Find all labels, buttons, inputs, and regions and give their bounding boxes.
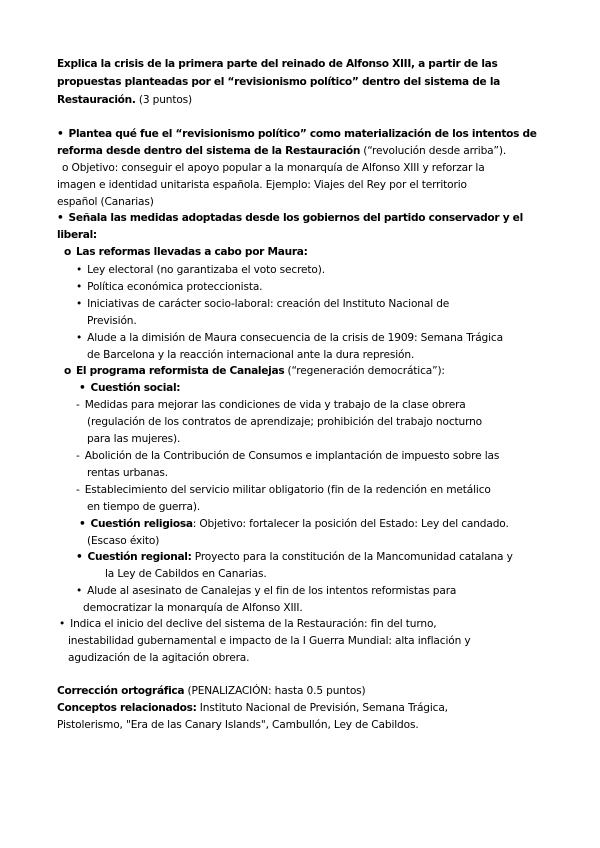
section-heading-text: Plantea qué fue el “revisionismo político” como materialización de los intentos de: [68, 128, 537, 140]
dash-item: [76, 397, 466, 414]
list-item-text: Ley electoral (no garantizaba el voto secreto).: [87, 264, 325, 276]
objective-line: imagen e identidad unitarista española. Ejemplo: Viajes del Rey por el territorio: [57, 179, 467, 191]
concepts-line: [57, 700, 448, 717]
question-bold-text: Restauración.: [57, 94, 136, 106]
bullet-icon: •: [76, 281, 83, 293]
topic-heading: [76, 549, 513, 566]
subsection-title-rest: (“regeneración democrática”):: [284, 365, 445, 377]
dash-item: [76, 482, 491, 499]
list-item-text: Alude a la dimisión de Maura consecuencia de la crisis de 1909: Semana Trágica: [87, 332, 503, 344]
concepts-line: Pistolerismo, "Era de las Canary Islands", Cambullón, Ley de Cabildos.: [57, 719, 419, 731]
correction-label: Corrección ortográfica: [57, 685, 185, 697]
bullet-icon: •: [76, 332, 83, 344]
dash-item-continuation: en tiempo de guerra).: [87, 501, 201, 513]
concepts-text: Instituto Nacional de Previsión, Semana Trágica,: [196, 702, 448, 714]
section-heading: [57, 143, 506, 160]
subsection-title: El programa reformista de Canalejas: [75, 365, 285, 377]
dash-item: [76, 448, 499, 465]
list-item: [76, 262, 325, 279]
topic-continuation: la Ley de Cabildos en Canarias.: [105, 568, 267, 580]
bullet-icon: •: [76, 264, 83, 276]
dash-item-continuation: rentas urbanas.: [87, 467, 169, 479]
circle-marker: o: [64, 246, 71, 258]
concepts-label: Conceptos relacionados:: [57, 702, 197, 714]
objective-line: [62, 160, 485, 177]
dash-item-text: Establecimiento del servicio militar obligatorio (fin de la redención en metálico: [84, 484, 491, 496]
topic-heading: [79, 516, 509, 533]
circle-marker: o: [62, 162, 69, 174]
dash-marker: -: [76, 484, 80, 496]
list-item: [76, 296, 449, 313]
section-heading: [57, 210, 523, 227]
section-heading-bold: reforma desde dentro del sistema de la Restauración: [57, 145, 361, 157]
bullet-icon: •: [76, 585, 83, 597]
section-heading-rest: (“revolución desde arriba”).: [360, 145, 507, 157]
dash-item-continuation: para las mujeres).: [87, 433, 181, 445]
question-line: propuestas planteadas por el “revisionismo político” dentro del sistema de la: [57, 76, 501, 88]
question-line: [57, 92, 192, 109]
list-item-text: Iniciativas de carácter socio-laboral: creación del Instituto Nacional de: [87, 298, 450, 310]
topic-heading: [79, 380, 180, 397]
list-item: [76, 583, 456, 600]
topic-title: Cuestión religiosa: [90, 518, 193, 530]
list-item: [76, 330, 503, 347]
section-heading-text: Señala las medidas adoptadas desde los gobiernos del partido conservador y el: [68, 212, 523, 224]
bullet-icon: •: [79, 518, 86, 530]
question-line: Explica la crisis de la primera parte del reinado de Alfonso XIII, a partir de las: [57, 58, 498, 70]
bullet-icon: •: [57, 212, 64, 224]
correction-text: (PENALIZACIÓN: hasta 0.5 puntos): [184, 685, 366, 697]
topic-text: Proyecto para la constitución de la Mancomunidad catalana y: [191, 551, 513, 563]
dash-marker: -: [76, 450, 80, 462]
list-item-text: Indica el inicio del declive del sistema de la Restauración: fin del turno,: [70, 618, 437, 630]
subsection-heading: [64, 363, 445, 380]
bullet-icon: •: [76, 298, 83, 310]
list-item-continuation: agudización de la agitación obrera.: [68, 652, 250, 664]
subsection-title: Las reformas llevadas a cabo por Maura:: [75, 246, 308, 258]
dash-item-text: Medidas para mejorar las condiciones de vida y trabajo de la clase obrera: [84, 399, 466, 411]
circle-marker: o: [64, 365, 71, 377]
subsection-heading: [64, 244, 308, 261]
topic-title: Cuestión regional:: [87, 551, 192, 563]
bullet-icon: •: [79, 382, 86, 394]
objective-line: español (Canarias): [57, 196, 154, 208]
list-item-continuation: inestabilidad gubernamental e impacto de la I Guerra Mundial: alta inflación y: [68, 635, 471, 647]
objective-text: Objetivo: conseguir el apoyo popular a la monarquía de Alfonso XIII y reforzar la: [68, 162, 485, 174]
bullet-icon: •: [57, 128, 64, 140]
section-heading: liberal:: [57, 229, 97, 241]
list-item: [59, 616, 437, 633]
correction-note: [57, 683, 366, 700]
list-item-continuation: democratizar la monarquía de Alfonso XIII.: [83, 602, 303, 614]
list-item-continuation: Previsión.: [87, 315, 137, 327]
bullet-icon: •: [76, 551, 83, 563]
dash-marker: -: [76, 399, 80, 411]
topic-continuation: (Escaso éxito): [87, 535, 160, 547]
section-heading: [57, 126, 537, 143]
dash-item-text: Abolición de la Contribución de Consumos e implantación de impuesto sobre las: [84, 450, 500, 462]
bullet-icon: •: [59, 618, 66, 630]
list-item-continuation: de Barcelona y la reacción internacional ante la dura represión.: [87, 349, 415, 361]
topic-title: Cuestión social:: [90, 382, 181, 394]
list-item: [76, 279, 262, 296]
dash-item-continuation: (regulación de los contratos de aprendizaje; prohibición del trabajo nocturno: [87, 416, 482, 428]
list-item-text: Alude al asesinato de Canalejas y el fin de los intentos reformistas para: [87, 585, 457, 597]
points-text: (3 puntos): [135, 94, 193, 106]
topic-text: : Objetivo: fortalecer la posición del Estado: Ley del candado.: [192, 518, 509, 530]
list-item-text: Política económica proteccionista.: [87, 281, 263, 293]
